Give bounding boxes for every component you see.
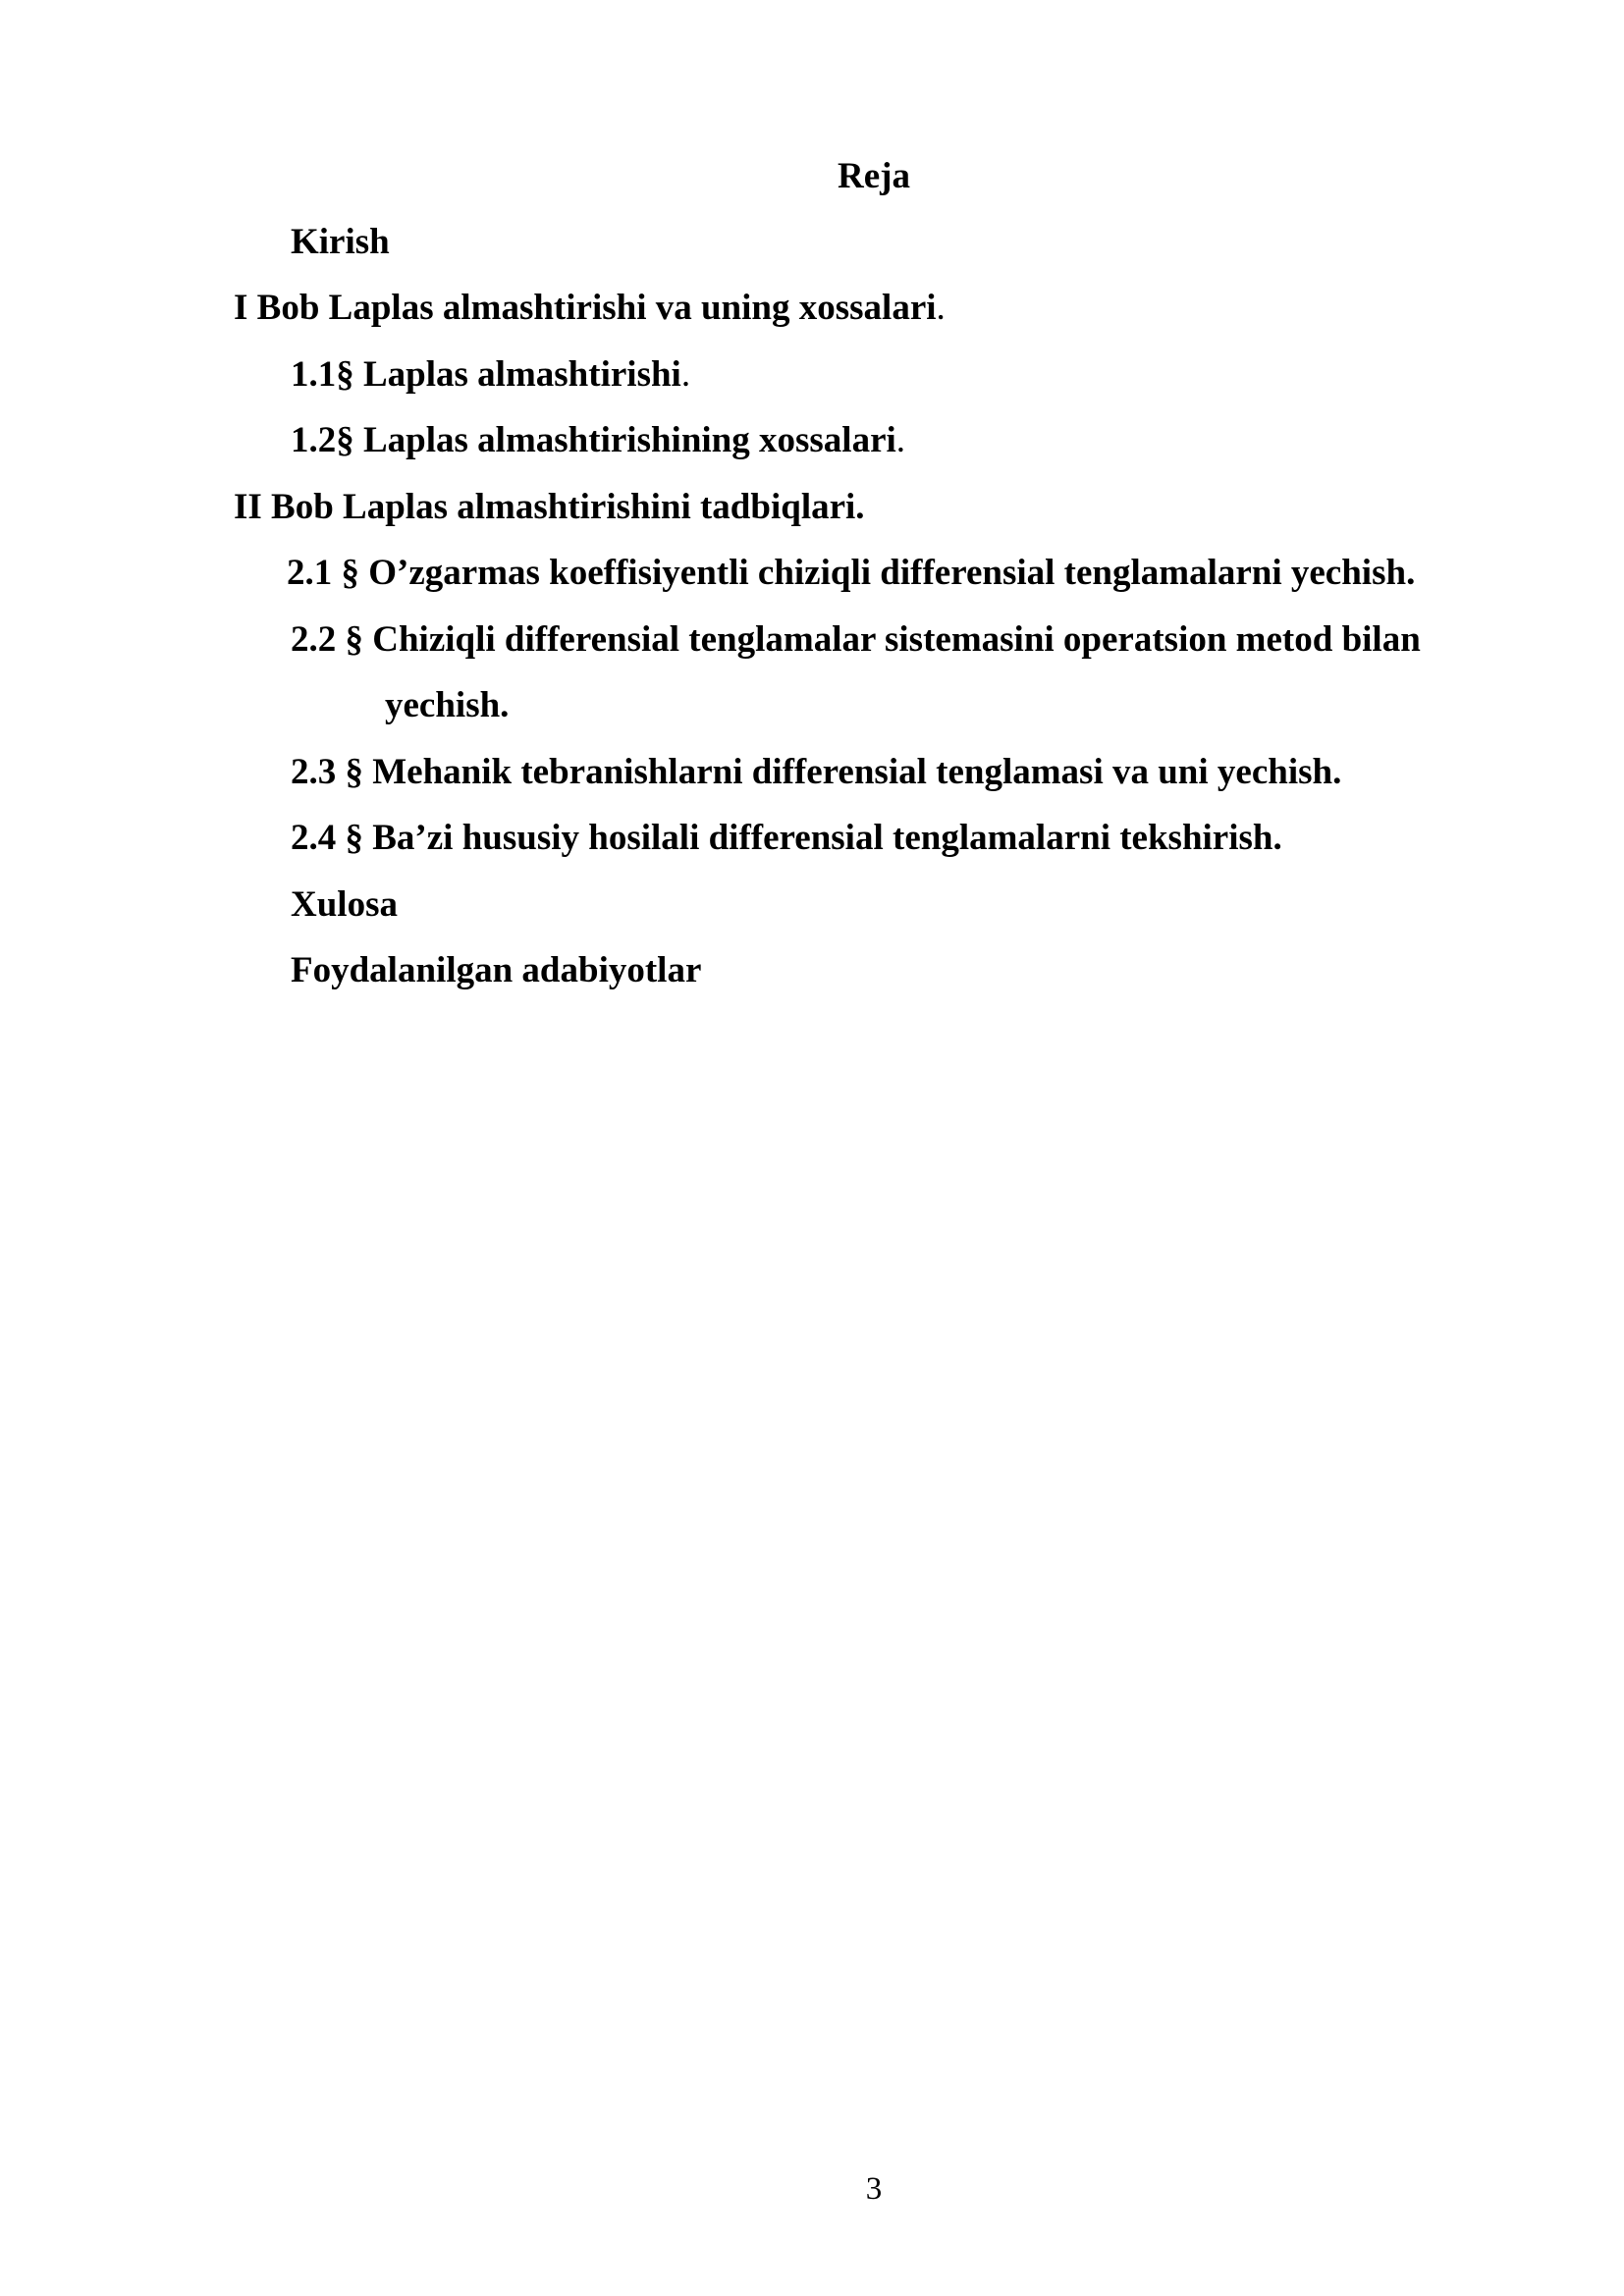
- page-number: 3: [865, 2171, 883, 2207]
- toc-item-text: 2.1 § O’zgarmas koeffisiyentli chiziqli differensial tenglamalarni yechish.: [287, 553, 1416, 593]
- toc-item-text: Kirish: [291, 222, 390, 262]
- toc-item-section-1-1: [291, 350, 690, 400]
- toc-item-text: I Bob Laplas almashtirishi va uning xossalari: [234, 288, 937, 328]
- toc-item-text: Foydalanilgan adabiyotlar: [291, 950, 702, 990]
- toc-item-text: 2.3 § Mehanik tebranishlarni differensial tenglamasi va uni yechish.: [291, 752, 1342, 792]
- toc-item-introduction: [291, 218, 390, 267]
- page-title: Reja: [838, 156, 910, 196]
- toc-item-text: 1.2§ Laplas almashtirishining xossalari: [291, 420, 896, 460]
- toc-item-suffix: .: [895, 420, 906, 460]
- toc-item-chapter-1: [234, 284, 946, 333]
- toc-item-suffix: .: [936, 288, 946, 328]
- toc-item-text: II Bob Laplas almashtirishini tadbiqlari.: [234, 487, 865, 527]
- toc-item-text: 2.2 § Chiziqli differensial tenglamalar sistemasini operatsion metod bilan: [291, 619, 1421, 660]
- toc-item-section-2-4: [291, 814, 1282, 863]
- toc-item-text: yechish.: [385, 685, 510, 725]
- toc-item-section-2-3: [291, 748, 1341, 797]
- toc-item-suffix: .: [680, 354, 691, 395]
- toc-item-section-2-2-continued: [385, 681, 509, 730]
- toc-item-text: Xulosa: [291, 884, 398, 925]
- toc-item-section-2-1: [287, 549, 1415, 598]
- toc-item-text: 1.1§ Laplas almashtirishi: [291, 354, 681, 395]
- toc-item-chapter-2: [234, 483, 865, 532]
- toc-item-references: [291, 946, 701, 995]
- toc-item-conclusion: [291, 881, 398, 930]
- toc-item-text: 2.4 § Ba’zi hususiy hosilali differensial tenglamalarni tekshirish.: [291, 818, 1282, 858]
- toc-item-section-2-2: [291, 615, 1421, 665]
- toc-item-section-1-2: [291, 416, 905, 465]
